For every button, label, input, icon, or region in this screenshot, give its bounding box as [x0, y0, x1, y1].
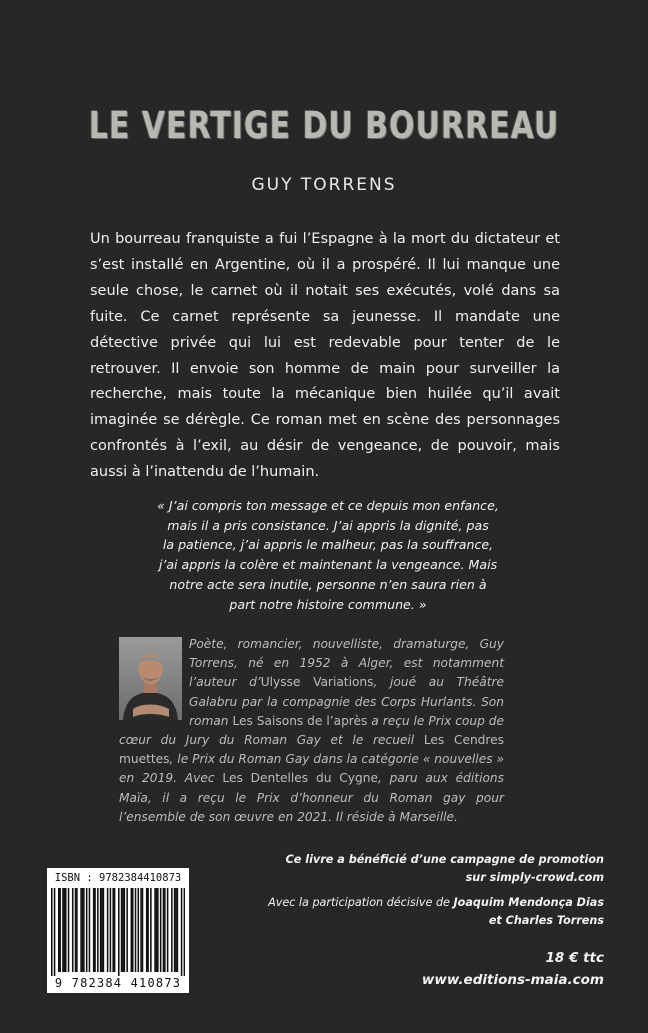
author-name: GUY TORRENS — [251, 175, 397, 195]
participation-prefix: Avec la participation décisive de — [268, 896, 454, 909]
barcode-bar — [107, 888, 109, 972]
book-title: LE VERTIGE DU BOURREAU — [88, 104, 560, 148]
barcode-bar — [100, 888, 102, 972]
barcode-bar — [68, 888, 70, 972]
barcode-image — [51, 888, 185, 976]
quote-line: j’ai appris la colère et maintenant la vengeance. Mais — [158, 557, 498, 573]
bio-text: , paru aux éditions Maïa, il a reçu le Prix d’honneur du Roman gay pour l’ensemble de son œuvre en 2021. Il réside à Marseille. — [119, 771, 504, 824]
barcode-bar — [138, 888, 140, 972]
barcode-bar — [164, 888, 166, 972]
barcode-bar — [142, 888, 144, 972]
author-biography — [119, 635, 504, 827]
barcode-bar — [150, 888, 152, 972]
barcode-bar — [184, 888, 185, 976]
barcode-bar — [163, 888, 165, 972]
barcode-bar — [58, 888, 60, 972]
barcode-bar — [80, 888, 82, 972]
barcode-bar — [65, 888, 67, 972]
barcode-bar — [171, 888, 173, 972]
barcode-bar — [154, 888, 156, 972]
participant-name: Joaquim Mendonça Dias — [453, 896, 604, 909]
quote-line: la patience, j’ai appris le malheur, pas la souffrance, — [162, 537, 494, 553]
barcode-bar — [126, 888, 128, 972]
bio-text: Poète, romancier, nouvelliste, dramaturge, Guy Torrens, né en 1952 à Alger, est notamment l’auteur d’ — [189, 637, 504, 690]
barcode-bar — [110, 888, 112, 972]
barcode-bar — [177, 888, 179, 972]
barcode-bar — [135, 888, 137, 972]
barcode-bar — [72, 888, 74, 972]
barcode-bar — [181, 888, 183, 976]
barcode-bar — [76, 888, 78, 972]
barcode-bar — [59, 888, 61, 972]
barcode-bar — [174, 888, 176, 972]
quote-line: part notre histoire commune. » — [229, 596, 427, 612]
barcode-bar — [167, 888, 169, 972]
barcode-bar — [131, 888, 133, 972]
promo-line: Ce livre a bénéficié d’une campagne de promotion — [285, 853, 604, 866]
barcode-bar — [51, 888, 53, 976]
publisher-website: www.editions-maia.com — [421, 972, 604, 988]
promo-line: sur simply-crowd.com — [465, 871, 604, 884]
participant-name: et Charles Torrens — [488, 914, 604, 927]
bio-work-title: Les Saisons de l’après — [232, 713, 368, 728]
bio-text: , joué au Théâtre Galabru par la compagnie des Corps Hurlants. Son roman — [189, 675, 504, 728]
barcode-bar — [118, 888, 120, 976]
barcode-bar — [64, 888, 66, 972]
barcode-digits: 9 782384 410873 — [54, 976, 182, 990]
participation-note — [204, 894, 604, 930]
barcode-bar — [62, 888, 64, 972]
barcode-bar — [89, 888, 91, 972]
promotion-note — [264, 851, 604, 887]
barcode-bar — [132, 888, 134, 972]
bio-work-title: Ulysse Variations — [260, 675, 374, 690]
barcode-bar — [160, 888, 162, 972]
barcode-bar — [156, 888, 158, 972]
barcode-bar — [93, 888, 95, 972]
pull-quote — [136, 496, 520, 614]
barcode-bar — [97, 888, 99, 972]
barcode-bar — [146, 888, 148, 972]
bio-text: , le Prix du Roman Gay dans la catégorie « nouvelles » en 2019. Avec — [119, 752, 504, 786]
barcode-bar — [83, 888, 85, 972]
barcode-bar — [124, 888, 126, 972]
barcode-bar — [157, 888, 159, 972]
barcode-bar — [114, 888, 116, 972]
barcode-bar — [112, 888, 114, 972]
bio-work-title: Les Dentelles du Cygne — [222, 771, 378, 786]
barcode-bar — [122, 888, 124, 972]
barcode-bar — [94, 888, 96, 972]
barcode-bar — [147, 888, 149, 972]
price-label: 18 € ttc — [545, 950, 604, 966]
synopsis-paragraph: Un bourreau franquiste a fui l’Espagne à la mort du dictateur et s’est installé en Argentine, où il a prospéré. Il lui manque une seule chose, le carnet où il notait ses exécutés, volé dans sa fuite. Ce carnet représente sa jeunesse. Il mandate une détective privée qui lui est redevable pour tenter de le retrouver. Il envoie son homme de main pour surveiller la recherche, mais toute la mécanique bien huilée qu’il avait imaginée se dérègle. Ce roman met en scène des personnages confrontés à l’exil, au désir de vengeance, de pouvoir, mais aussi à l’inattendu de l’humain. — [90, 231, 560, 481]
barcode-bar — [86, 888, 88, 972]
barcode-bar — [121, 888, 123, 972]
barcode-bar — [175, 888, 177, 972]
bio-text: a reçu le Prix coup de cœur du Jury du Roman Gay et le recueil — [119, 713, 504, 748]
barcode-bar — [54, 888, 56, 976]
barcode-bar — [140, 888, 142, 972]
quote-line: notre acte sera inutile, personne n’en saura rien à — [169, 576, 487, 592]
isbn-label: ISBN : 9782384410873 — [54, 872, 182, 884]
barcode-bar — [101, 888, 103, 972]
barcode-bar — [82, 888, 84, 972]
barcode-panel — [47, 868, 189, 993]
photo-spacer — [119, 635, 189, 721]
barcode-bar — [103, 888, 105, 972]
quote-line: mais il a pris consistance. J’ai appris la dignité, pas — [167, 517, 489, 533]
bio-work-title: Les Cendres muettes — [119, 733, 505, 767]
quote-line: « J’ai compris ton message et ce depuis mon enfance, — [157, 498, 499, 513]
barcode-bar — [75, 888, 77, 972]
